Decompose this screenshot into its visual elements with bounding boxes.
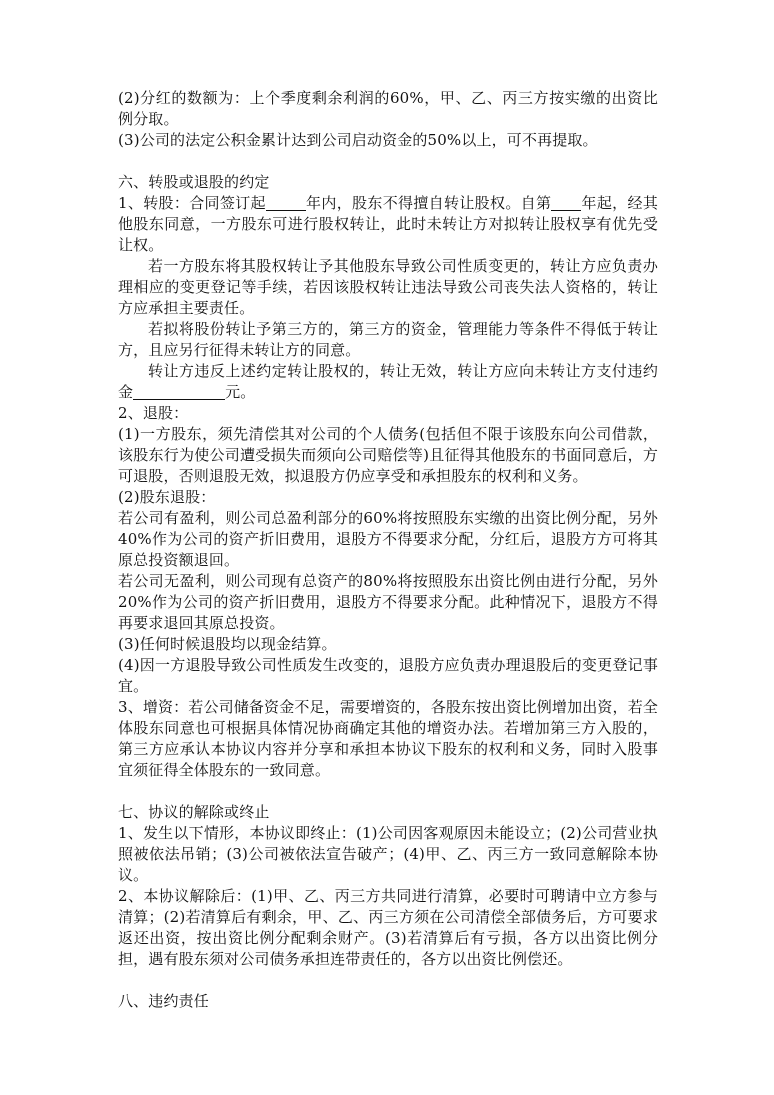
- currency-unit: 元。: [225, 383, 256, 401]
- spacer: [118, 151, 658, 172]
- spacer: [118, 781, 658, 802]
- reserve-fund-clause: (3)公司的法定公积金累计达到公司启动资金的50%以上，可不再提取。: [118, 131, 598, 149]
- share-transfer-text-a: 1、转股：合同签订起: [118, 194, 266, 212]
- withdrawal-title: 2、退股：: [118, 404, 189, 422]
- withdrawal-condition-2-title: (2)股东退股：: [118, 488, 216, 506]
- dividend-amount-clause: (2)分红的数额为：上个季度剩余利润的60%，甲、乙、丙三方按实缴的出资比例分取。: [118, 89, 658, 128]
- section-heading-termination: 七、协议的解除或终止: [118, 803, 270, 821]
- withdrawal-profit-case: 若公司有盈利，则公司总盈利部分的60%将按照股东实缴的出资比例分配，另外40%作为公司的资产折旧费用，退股方不得要求分配，分红后，退股方方可将其原总投资额退回。: [118, 509, 658, 569]
- share-transfer-text-c: 年起，经其他股东同意，一方股东可进行股权转让，此时未转让方对拟转让股权享有优先受让权。: [118, 194, 658, 254]
- termination-conditions: 1、发生以下情形，本协议即终止：(1)公司因客观原因未能设立；(2)公司营业执照被依法吊销；(3)公司被依法宣告破产；(4)甲、乙、丙三方一致同意解除本协议。: [118, 824, 658, 884]
- start-year-blank: [551, 195, 581, 211]
- withdrawal-no-profit-case: 若公司无盈利，则公司现有总资产的80%将按照股东出资比例由进行分配，另外20%作为公司的资产折旧费用，退股方不得要求分配。此种情况下，退股方不得再要求退回其原总投资。: [118, 572, 658, 632]
- years-blank: [266, 195, 306, 211]
- breach-penalty-text: 转让方违反上述约定转让股权的，转让无效，转让方应向未转让方支付违约金: [118, 362, 658, 401]
- spacer: [118, 970, 658, 991]
- penalty-amount-blank: [133, 384, 225, 400]
- share-transfer-clause: [118, 193, 658, 256]
- section-heading-transfer-withdrawal: 六、转股或退股的约定: [118, 173, 270, 191]
- share-transfer-text-b: 年内，股东不得擅自转让股权。自第: [305, 194, 552, 212]
- withdrawal-condition-1: (1)一方股东，须先清偿其对公司的个人债务(包括但不限于该股东向公司借款，该股东行为使公司遭受损失而须向公司赔偿等)且征得其他股东的书面同意后，方可退股，否则退股无效，拟退股方仍应享受和承担股东的权利和义务。: [118, 425, 658, 485]
- withdrawal-condition-4: (4)因一方退股导致公司性质发生改变的，退股方应负责办理退股后的变更登记事宜。: [118, 656, 658, 695]
- document-page: [118, 88, 658, 1012]
- section-heading-liability: 八、违约责任: [118, 992, 209, 1010]
- third-party-transfer-paragraph: 若拟将股份转让予第三方的，第三方的资金，管理能力等条件不得低于转让方，且应另行征得未转让方的同意。: [118, 320, 658, 359]
- breach-penalty-paragraph: [118, 361, 658, 403]
- transfer-nature-change-paragraph: 若一方股东将其股权转让予其他股东导致公司性质变更的，转让方应负责办理相应的变更登记等手续，若因该股权转让违法导致公司丧失法人资格的，转让方应承担主要责任。: [118, 257, 658, 317]
- withdrawal-condition-3: (3)任何时候退股均以现金结算。: [118, 635, 337, 653]
- post-termination-liquidation: 2、本协议解除后：(1)甲、乙、丙三方共同进行清算，必要时可聘请中立方参与清算；(2)若清算后有剩余，甲、乙、丙三方须在公司清偿全部债务后，方可要求返还出资，按出资比例分配剩余财产。(3)若清算后有亏损，各方以出资比例分担，遇有股东须对公司债务承担连带责任的，各方以出资比例偿还。: [118, 887, 658, 968]
- capital-increase-clause: 3、增资：若公司储备资金不足，需要增资的，各股东按出资比例增加出资，若全体股东同意也可根据具体情况协商确定其他的增资办法。若增加第三方入股的，第三方应承认本协议内容并分享和承担本协议下股东的权利和义务，同时入股事宜须征得全体股东的一致同意。: [118, 698, 658, 779]
